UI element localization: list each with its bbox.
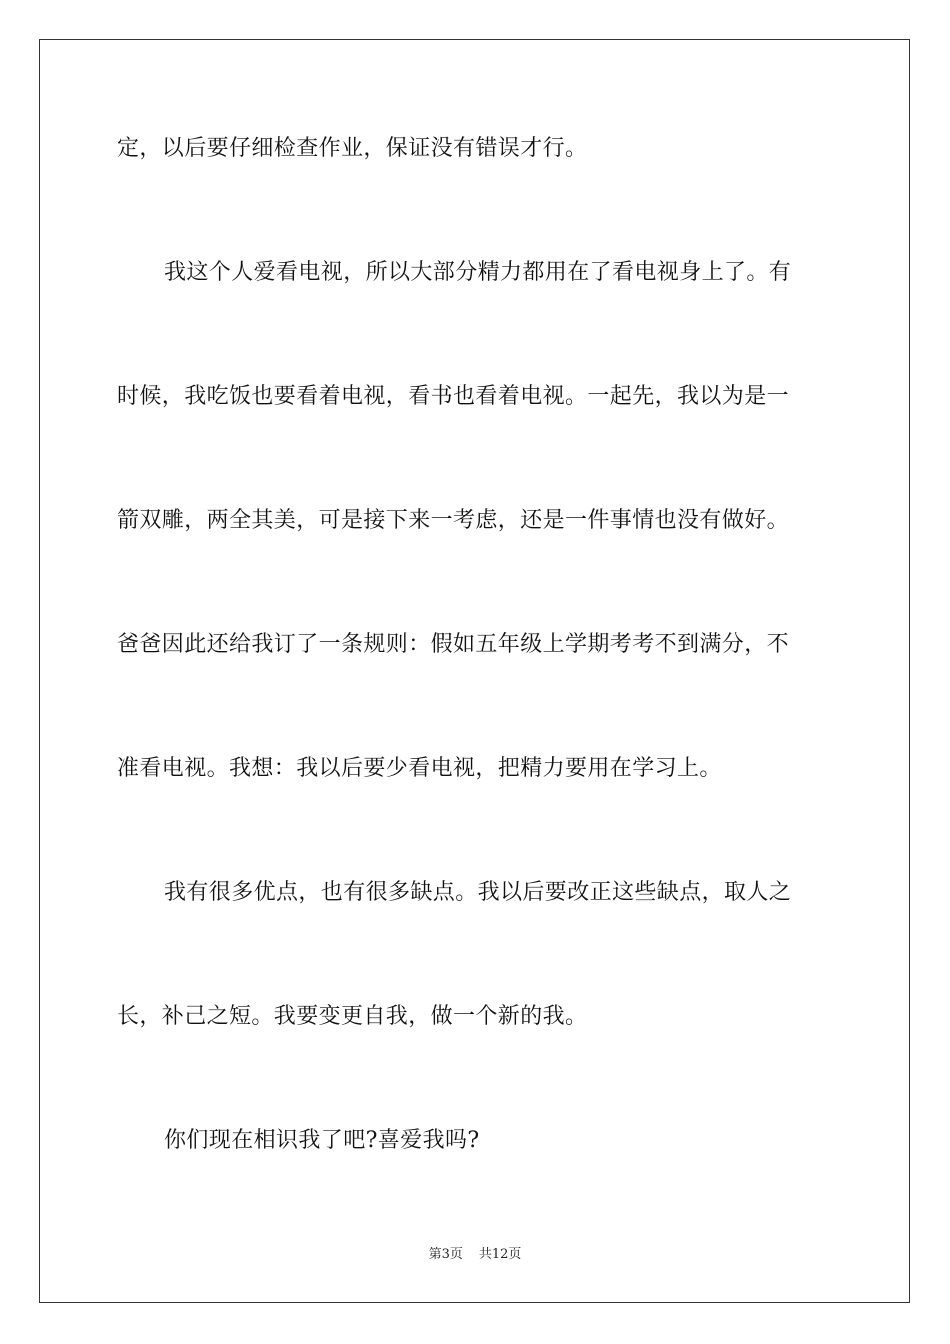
page-number: 第3页 [428, 1247, 463, 1262]
paragraph-line: 我有很多优点，也有很多缺点。我以后要改正这些缺点，取人之 [164, 880, 792, 905]
paragraph-line: 长，补己之短。我要变更自我，做一个新的我。 [117, 1004, 588, 1029]
page-total: 共12页 [478, 1247, 522, 1262]
page-footer [0, 1246, 950, 1264]
paragraph-line: 箭双雕，两全其美，可是接下来一考虑，还是一件事情也没有做好。 [117, 508, 790, 533]
paragraph-line: 时候，我吃饭也要看着电视，看书也看着电视。一起先，我以为是一 [117, 384, 790, 409]
page-border [39, 39, 910, 1303]
paragraph-line: 你们现在相识我了吧?喜爱我吗? [164, 1128, 480, 1153]
paragraph-line: 我这个人爱看电视，所以大部分精力都用在了看电视身上了。有 [164, 260, 792, 285]
paragraph-line: 准看电视。我想：我以后要少看电视，把精力要用在学习上。 [117, 756, 722, 781]
paragraph-line: 定，以后要仔细检查作业，保证没有错误才行。 [117, 136, 588, 161]
paragraph-line: 爸爸因此还给我订了一条规则：假如五年级上学期考考不到满分，不 [117, 632, 790, 657]
